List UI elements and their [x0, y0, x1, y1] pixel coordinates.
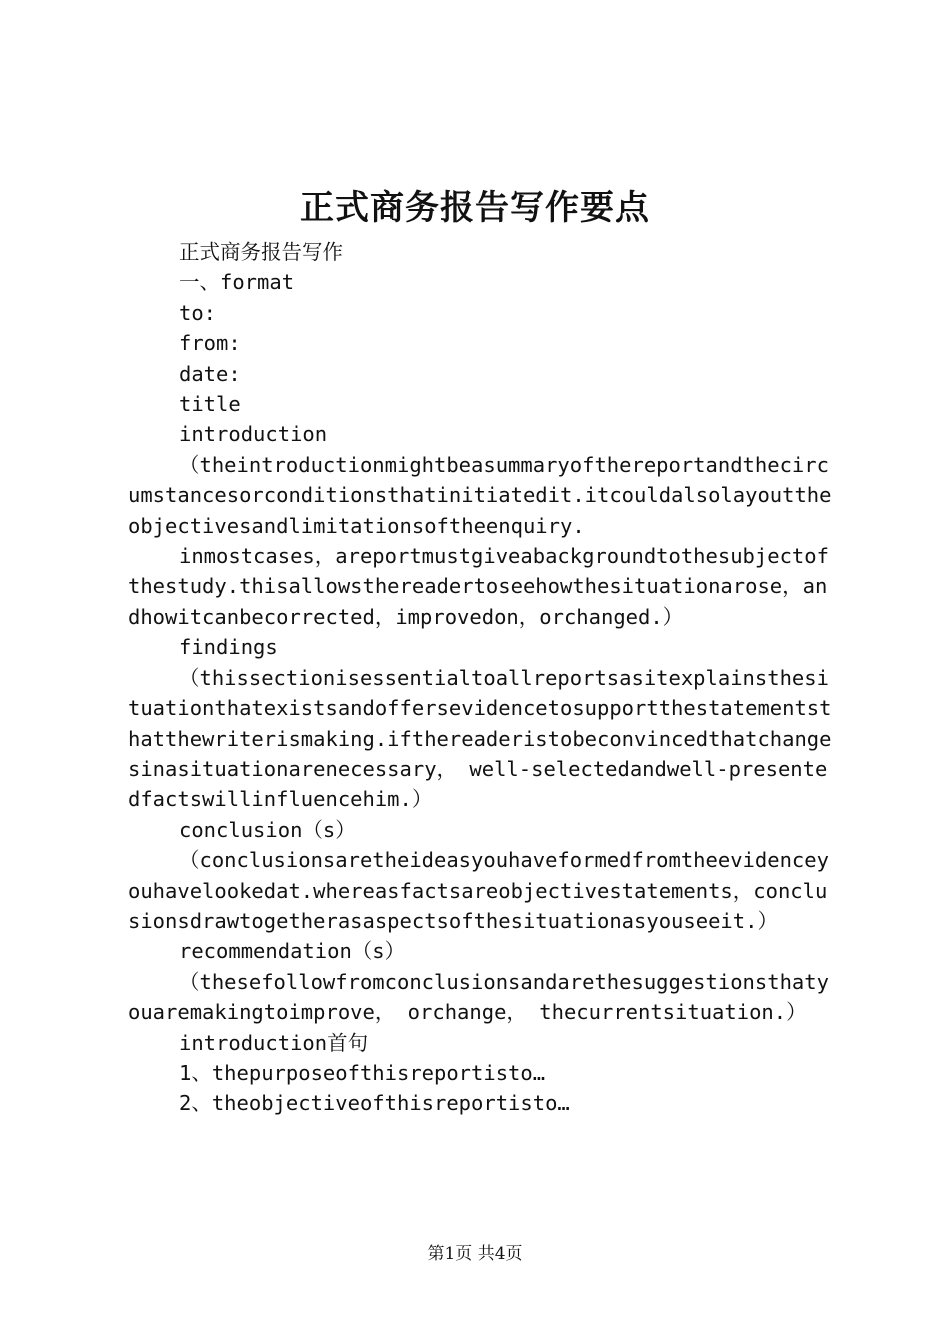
page-footer: 第1页 共4页: [427, 1244, 523, 1264]
introduction-description: （theintroductionmightbeasummaryofthereportandthecircumstancesorconditionsthatinitiatedit.itcouldalsolayouttheobjectivesandlimitationsoftheenquiry.: [128, 452, 832, 538]
findings-description: （thissectionisessentialtoallreportsasitexplainsthesituationthatexistsandoffersevidencetosupportthestatementsthatthewriterismaking.ifthereaderistobeconvincedthatchangesinasituationarenecessary， well-selectedandwell-presentedfactswillinfluencehim.）: [128, 665, 832, 812]
introduction-opening-heading: introduction首句: [179, 1030, 369, 1055]
opening-sentence-2: 2、theobjectiveofthisreportisto…: [179, 1091, 570, 1116]
section-findings: findings: [179, 635, 278, 660]
field-from: from:: [179, 331, 241, 356]
opening-sentence-1: 1、thepurposeofthisreportisto…: [179, 1060, 546, 1085]
field-date: date:: [179, 361, 241, 386]
introduction-background: inmostcases，areportmustgiveabackgroundtothesubjectofthestudy.thisallowsthereadertoseehowthesituationarose，andhowitcanbecorrected，improvedon，orchanged.）: [128, 544, 829, 629]
section-recommendations: recommendation（s）: [179, 939, 406, 964]
document-body: [128, 237, 832, 1119]
section-conclusions: conclusion（s）: [179, 817, 356, 842]
body-paragraph-heading: 正式商务报告写作: [179, 240, 343, 264]
section-format-heading: 一、format: [179, 270, 295, 295]
field-to: to:: [179, 300, 217, 325]
recommendations-description: （thesefollowfromconclusionsandarethesuggestionsthatyouaremakingtoimprove， orchange， thecurrentsituation.）: [128, 969, 829, 1025]
conclusions-description: （conclusionsaretheideasyouhaveformedfromtheevidenceyouhavelookedat.whereasfactsareobjectivestatements，conclusionsdrawtogetherasaspectsofthesituationasyouseeit.）: [128, 848, 829, 933]
document-title: 正式商务报告写作要点: [300, 188, 650, 228]
section-introduction: introduction: [179, 422, 328, 447]
field-title: title: [179, 392, 241, 417]
